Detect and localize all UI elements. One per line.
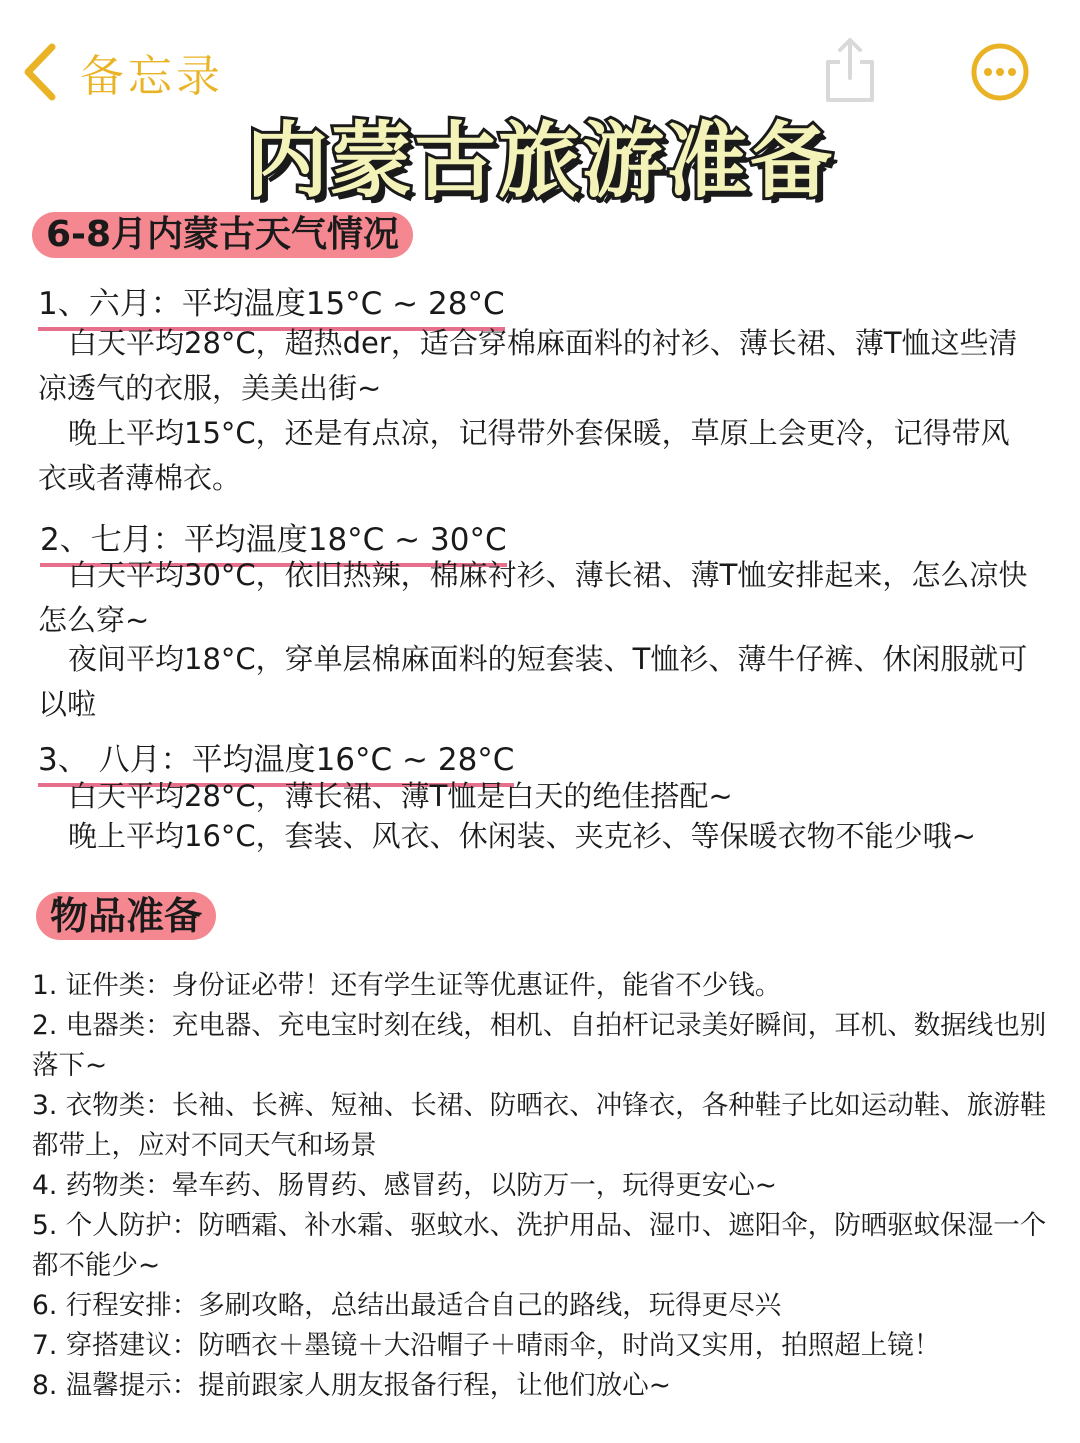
list-item: 5. 个人防护：防晒霜、补水霜、驱蚊水、洗护用品、湿巾、遮阳伞，防晒驱蚊保湿一个都不能少~ bbox=[32, 1210, 1047, 1281]
weather-section-heading: 6-8月内蒙古天气情况 bbox=[32, 212, 413, 258]
august-night-content: 晚上平均16°C，套装、风衣、休闲装、夹克衫、等保暖衣物不能少哦~ bbox=[68, 819, 976, 853]
items-list bbox=[32, 966, 1066, 1406]
list-item: 8. 温馨提示：提前跟家人朋友报备行程，让他们放心~ bbox=[32, 1370, 671, 1401]
july-night-content: 夜间平均18°C，穿单层棉麻面料的短套装、T恤衫、薄牛仔裤、休闲服就可以啦 bbox=[38, 642, 1028, 721]
june-night-text bbox=[38, 411, 1028, 501]
items-section-heading: 物品准备 bbox=[36, 892, 216, 940]
august-day-text bbox=[38, 774, 1028, 819]
list-item: 4. 药物类：晕车药、肠胃药、感冒药，以防万一，玩得更安心~ bbox=[32, 1170, 777, 1201]
list-item: 3. 衣物类：长袖、长裤、短袖、长裙、防晒衣、冲锋衣，各种鞋子比如运动鞋、旅游鞋都带上，应对不同天气和场景 bbox=[32, 1090, 1047, 1161]
list-item: 2. 电器类：充电器、充电宝时刻在线，相机、自拍杆记录美好瞬间，耳机、数据线也别落下~ bbox=[32, 1010, 1047, 1081]
month-heading-july: 2、七月：平均温度18°C ~ 30°C bbox=[40, 514, 507, 567]
chevron-left-icon bbox=[22, 43, 58, 101]
june-day-text bbox=[38, 321, 1028, 411]
june-day-content: 白天平均28°C，超热der，适合穿棉麻面料的衬衫、薄长裙、薄T恤这些清凉透气的衣服，美美出街~ bbox=[38, 326, 1018, 405]
list-item: 6. 行程安排：多刷攻略，总结出最适合自己的路线，玩得更尽兴 bbox=[32, 1290, 782, 1321]
june-night-content: 晚上平均15°C，还是有点凉，记得带外套保暖，草原上会更冷，记得带风衣或者薄棉衣。 bbox=[38, 416, 1010, 495]
back-button[interactable] bbox=[22, 40, 224, 104]
page-title: 内蒙古旅游准备 bbox=[245, 114, 834, 209]
july-day-content: 白天平均30°C，依旧热辣，棉麻衬衫、薄长裙、薄T恤安排起来，怎么凉快怎么穿~ bbox=[38, 558, 1028, 637]
month-heading-june: 1、六月：平均温度15°C ~ 28°C bbox=[38, 278, 505, 331]
july-day-text bbox=[38, 553, 1028, 643]
list-item: 7. 穿搭建议：防晒衣＋墨镜＋大沿帽子＋晴雨伞，时尚又实用，拍照超上镜！ bbox=[32, 1330, 941, 1361]
july-night-text bbox=[38, 637, 1028, 727]
month-heading-august: 3、 八月：平均温度16°C ~ 28°C bbox=[38, 734, 514, 787]
list-item: 1. 证件类：身份证必带！还有学生证等优惠证件，能省不少钱。 bbox=[32, 970, 782, 1001]
august-day-content: 白天平均28°C，薄长裙、薄T恤是白天的绝佳搭配~ bbox=[68, 779, 733, 813]
august-night-text bbox=[38, 814, 1028, 859]
back-label: 备忘录 bbox=[80, 51, 224, 102]
